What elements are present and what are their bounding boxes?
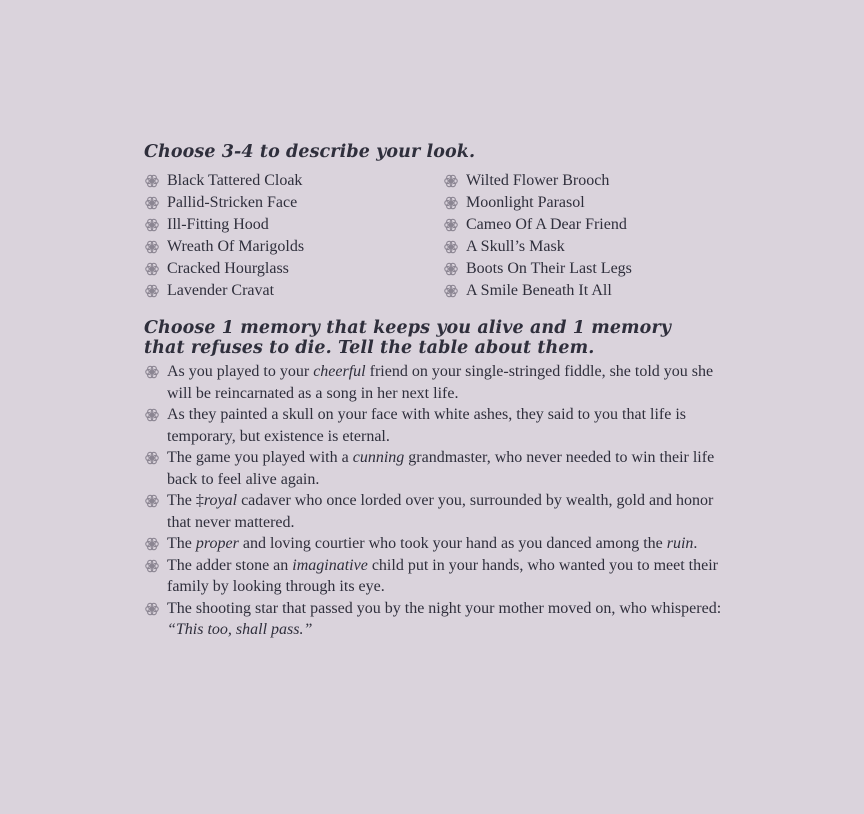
look-heading: Choose 3-4 to describe your look. [144, 142, 476, 162]
memory-option[interactable] [144, 404, 734, 447]
memory-emphasis: imaginative [292, 556, 368, 574]
memory-emphasis-2: ruin [666, 535, 694, 552]
look-option[interactable] [144, 280, 434, 302]
memory-quote: “This too, shall pass.” [167, 621, 313, 638]
flower-bullet-icon [145, 240, 159, 254]
look-option-label: Lavender Cravat [167, 282, 275, 299]
flower-bullet-icon [145, 559, 159, 573]
flower-bullet-icon [145, 365, 159, 379]
look-option[interactable] [144, 258, 434, 280]
look-option-label: Cameo Of A Dear Friend [466, 216, 627, 233]
memory-emphasis: proper [195, 535, 239, 552]
flower-bullet-icon [444, 284, 458, 298]
memory-text-before: As they painted a skull on your face with white ashes, they said to you that life is temporary, but existence is eternal. [167, 406, 686, 445]
look-option[interactable] [443, 258, 733, 280]
look-option[interactable] [443, 280, 733, 302]
look-option[interactable] [443, 170, 733, 192]
memory-text-before: The [167, 535, 196, 552]
flower-bullet-icon [145, 408, 159, 422]
memory-emphasis: royal [203, 492, 238, 509]
memory-heading: Choose 1 memory that keeps you alive and 1 memory that refuses to die. Tell the table about them. [144, 318, 672, 358]
look-option[interactable] [443, 214, 733, 236]
memory-text-after: child put in your hands, who wanted you to meet their family by looking through its eye. [167, 556, 718, 595]
flower-bullet-icon [145, 262, 159, 276]
look-options-column-2 [443, 170, 733, 302]
memory-option[interactable] [144, 598, 734, 641]
look-option-label: Wreath Of Marigolds [167, 238, 305, 255]
look-option-label: A Skull’s Mask [466, 238, 565, 255]
memory-emphasis: cheerful [313, 363, 366, 380]
look-option-label: Pallid-Stricken Face [167, 194, 298, 211]
memory-text-before: The adder stone an [167, 556, 293, 574]
look-option-label: A Smile Beneath It All [466, 282, 612, 299]
look-option[interactable] [443, 236, 733, 258]
look-option[interactable] [144, 192, 434, 214]
flower-bullet-icon [145, 174, 159, 188]
memory-text-before: The game you played with a [167, 449, 353, 466]
memory-option[interactable] [144, 490, 734, 533]
memory-text-before: As you played to your [167, 363, 314, 380]
look-option-label: Moonlight Parasol [466, 194, 585, 211]
look-option-label: Cracked Hourglass [167, 260, 289, 277]
memory-options-list [144, 361, 734, 641]
look-option[interactable] [144, 236, 434, 258]
look-option-label: Boots On Their Last Legs [466, 260, 632, 277]
memory-text-after: friend on your single-stringed fiddle, she told you she will be reincarnated as a song in her next life. [167, 363, 714, 402]
look-option-label: Ill-Fitting Hood [167, 216, 269, 233]
flower-bullet-icon [444, 196, 458, 210]
flower-bullet-icon [444, 262, 458, 276]
look-options-column-1 [144, 170, 434, 302]
look-option[interactable] [443, 192, 733, 214]
flower-bullet-icon [145, 451, 159, 465]
memory-text-before: The ‡ [167, 492, 204, 509]
memory-text-after: grandmaster, who never needed to win their life back to feel alive again. [167, 449, 715, 488]
flower-bullet-icon [444, 218, 458, 232]
memory-option[interactable] [144, 533, 734, 555]
flower-bullet-icon [145, 284, 159, 298]
flower-bullet-icon [444, 240, 458, 254]
memory-text-after-2: . [693, 535, 698, 552]
flower-bullet-icon [145, 537, 159, 551]
look-option[interactable] [144, 214, 434, 236]
memory-option[interactable] [144, 447, 734, 490]
look-option[interactable] [144, 170, 434, 192]
flower-bullet-icon [145, 602, 159, 616]
look-option-label: Wilted Flower Brooch [466, 172, 610, 189]
flower-bullet-icon [145, 196, 159, 210]
memory-emphasis: cunning [352, 449, 405, 466]
flower-bullet-icon [145, 218, 159, 232]
memory-option[interactable] [144, 361, 734, 404]
memory-text-after: and loving courtier who took your hand as you danced among the [238, 535, 667, 552]
look-option-label: Black Tattered Cloak [167, 172, 303, 189]
flower-bullet-icon [444, 174, 458, 188]
memory-text-before: The shooting star that passed you by the night your mother moved on, who whispered: [167, 599, 722, 617]
memory-option[interactable] [144, 555, 734, 598]
memory-text-after: cadaver who once lorded over you, surrounded by wealth, gold and honor that never mattered. [167, 492, 714, 531]
flower-bullet-icon [145, 494, 159, 508]
